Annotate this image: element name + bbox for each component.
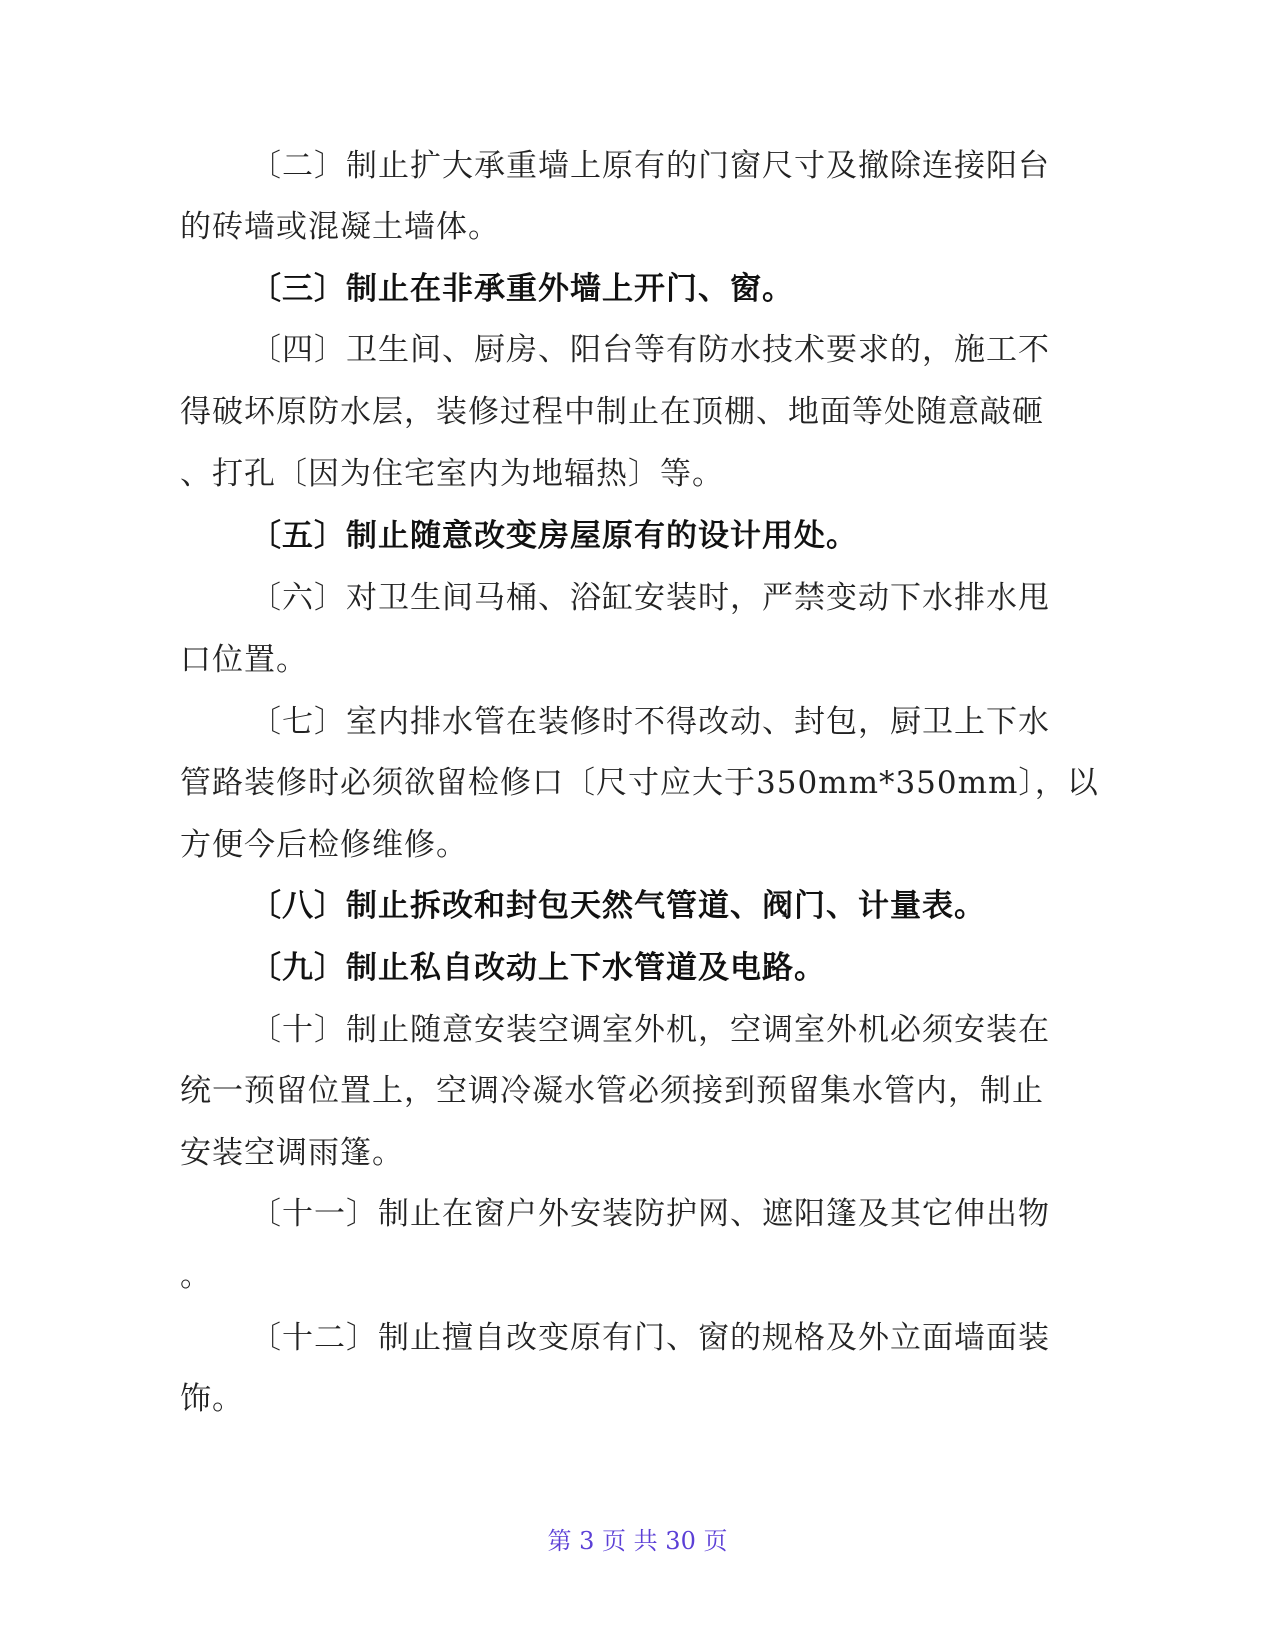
paragraph-line: 〔六〕对卫生间马桶、浴缸安装时，严禁变动下水排水甩: [250, 580, 1050, 616]
paragraph-line: 的砖墙或混凝土墙体。: [180, 209, 500, 245]
paragraph-line-bold: 〔八〕制止拆改和封包天然气管道、阀门、计量表。: [250, 888, 986, 924]
paragraph-line: 得破坏原防水层，装修过程中制止在顶棚、地面等处随意敲砸: [180, 394, 1044, 430]
paragraph-line: 口位置。: [180, 642, 308, 678]
paragraph-line: 〔十一〕制止在窗户外安装防护网、遮阳篷及其它伸出物: [250, 1196, 1050, 1232]
paragraph-line: 安装空调雨篷。: [180, 1135, 404, 1171]
paragraph-line: 方便今后检修维修。: [180, 827, 468, 863]
paragraph-line: 统一预留位置上，空调冷凝水管必须接到预留集水管内，制止: [180, 1073, 1044, 1109]
paragraph-line-bold: 〔九〕制止私自改动上下水管道及电路。: [250, 950, 826, 986]
paragraph-line: 。: [180, 1258, 212, 1294]
paragraph-line: 〔二〕制止扩大承重墙上原有的门窗尺寸及撤除连接阳台: [250, 148, 1050, 184]
paragraph-line: 〔十〕制止随意安装空调室外机，空调室外机必须安装在: [250, 1012, 1050, 1048]
paragraph-line: 、打孔〔因为住宅室内为地辐热〕等。: [180, 456, 724, 492]
paragraph-line: 管路装修时必须欲留检修口〔尺寸应大于350mm*350mm〕，以: [180, 765, 1099, 801]
paragraph-line: 〔七〕室内排水管在装修时不得改动、封包，厨卫上下水: [250, 704, 1050, 740]
paragraph-line-bold: 〔三〕制止在非承重外墙上开门、窗。: [250, 271, 794, 307]
paragraph-line: 饰。: [180, 1381, 244, 1417]
page-number-footer: 第 3 页 共 30 页: [547, 1527, 728, 1555]
paragraph-line: 〔四〕卫生间、厨房、阳台等有防水技术要求的，施工不: [250, 332, 1050, 368]
paragraph-line: 〔十二〕制止擅自改变原有门、窗的规格及外立面墙面装: [250, 1320, 1050, 1356]
paragraph-line-bold: 〔五〕制止随意改变房屋原有的设计用处。: [250, 518, 858, 554]
